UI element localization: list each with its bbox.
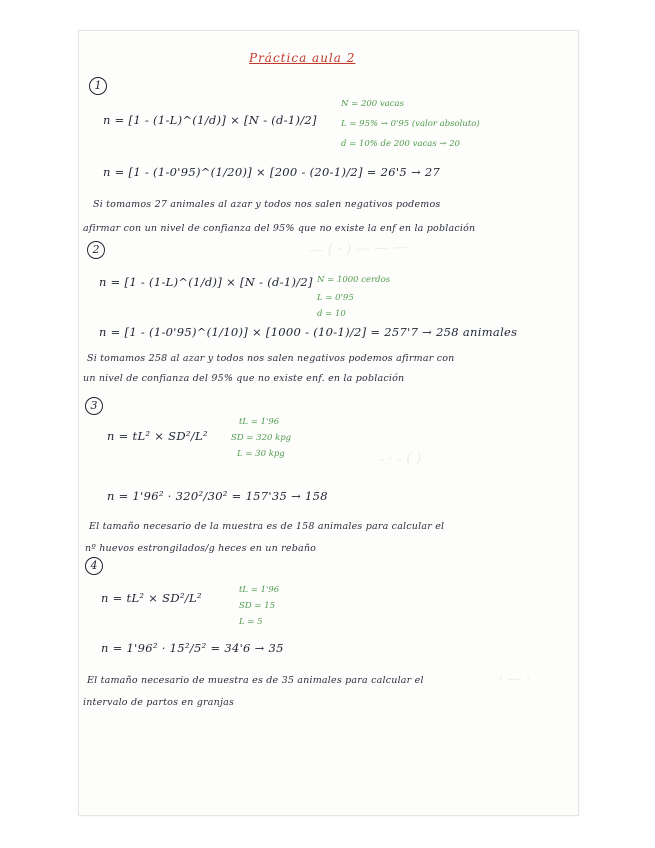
bleed-through: — ( · ) — — — <box>308 239 408 259</box>
exercise-2-note: L = 0'95 <box>317 293 354 303</box>
exercise-2-formula: n = [1 - (1-L)^(1/d)] × [N - (d-1)/2] <box>99 275 313 289</box>
exercise-1-conclusion: Si tomamos 27 animales al azar y todos nos salen negativos podemos <box>93 199 441 210</box>
exercise-3-conclusion: nº huevos estrongilados/g heces en un rebaño <box>85 543 317 554</box>
page-title: Práctica aula 2 <box>249 51 356 65</box>
exercise-number-3: 3 <box>85 397 103 415</box>
exercise-4-note: SD = 15 <box>239 601 275 611</box>
exercise-1-note: d = 10% de 200 vacas → 20 <box>341 139 461 149</box>
bleed-through: · — · <box>498 670 532 688</box>
exercise-2-conclusion: un nivel de confianza del 95% que no existe enf. en la población <box>83 373 405 384</box>
exercise-3-conclusion: El tamaño necesario de la muestra es de 158 animales para calcular el <box>89 521 445 532</box>
exercise-2-conclusion: Si tomamos 258 al azar y todos nos salen negativos podemos afirmar con <box>87 353 455 364</box>
exercise-4-conclusion: intervalo de partos en granjas <box>83 697 235 708</box>
exercise-3-note: tL = 1'96 <box>239 417 280 427</box>
exercise-1-formula: n = [1 - (1-L)^(1/d)] × [N - (d-1)/2] <box>103 113 317 127</box>
exercise-3-note: SD = 320 kpg <box>231 433 292 443</box>
exercise-3-note: L = 30 kpg <box>237 449 285 459</box>
exercise-1-conclusion: afirmar con un nivel de confianza del 95% que no existe la enf en la población <box>83 223 476 234</box>
exercise-3-formula: n = tL² × SD²/L² <box>107 429 208 443</box>
bleed-through: - · - ( ) <box>378 450 422 468</box>
exercise-4-conclusion: El tamaño necesario de muestra es de 35 animales para calcular el <box>87 675 424 686</box>
exercise-number-4: 4 <box>85 557 103 575</box>
exercise-2-substitution: n = [1 - (1-0'95)^(1/10)] × [1000 - (10-1)/2] = 257'7 → 258 animales <box>99 325 518 339</box>
exercise-3-substitution: n = 1'96² · 320²/30² = 157'35 → 158 <box>107 489 328 503</box>
notebook-page <box>78 30 579 816</box>
exercise-4-substitution: n = 1'96² · 15²/5² = 34'6 → 35 <box>101 641 284 655</box>
exercise-4-note: L = 5 <box>239 617 263 627</box>
exercise-1-note: L = 95% → 0'95 (valor absoluto) <box>341 119 480 129</box>
exercise-4-note: tL = 1'96 <box>239 585 280 595</box>
exercise-4-formula: n = tL² × SD²/L² <box>101 591 202 605</box>
exercise-2-note: N = 1000 cerdos <box>317 275 391 285</box>
exercise-number-2: 2 <box>87 241 105 259</box>
exercise-2-note: d = 10 <box>317 309 346 319</box>
exercise-1-note: N = 200 vacas <box>341 99 404 109</box>
exercise-1-substitution: n = [1 - (1-0'95)^(1/20)] × [200 - (20-1)/2] = 26'5 → 27 <box>103 165 441 179</box>
exercise-number-1: 1 <box>89 77 107 95</box>
